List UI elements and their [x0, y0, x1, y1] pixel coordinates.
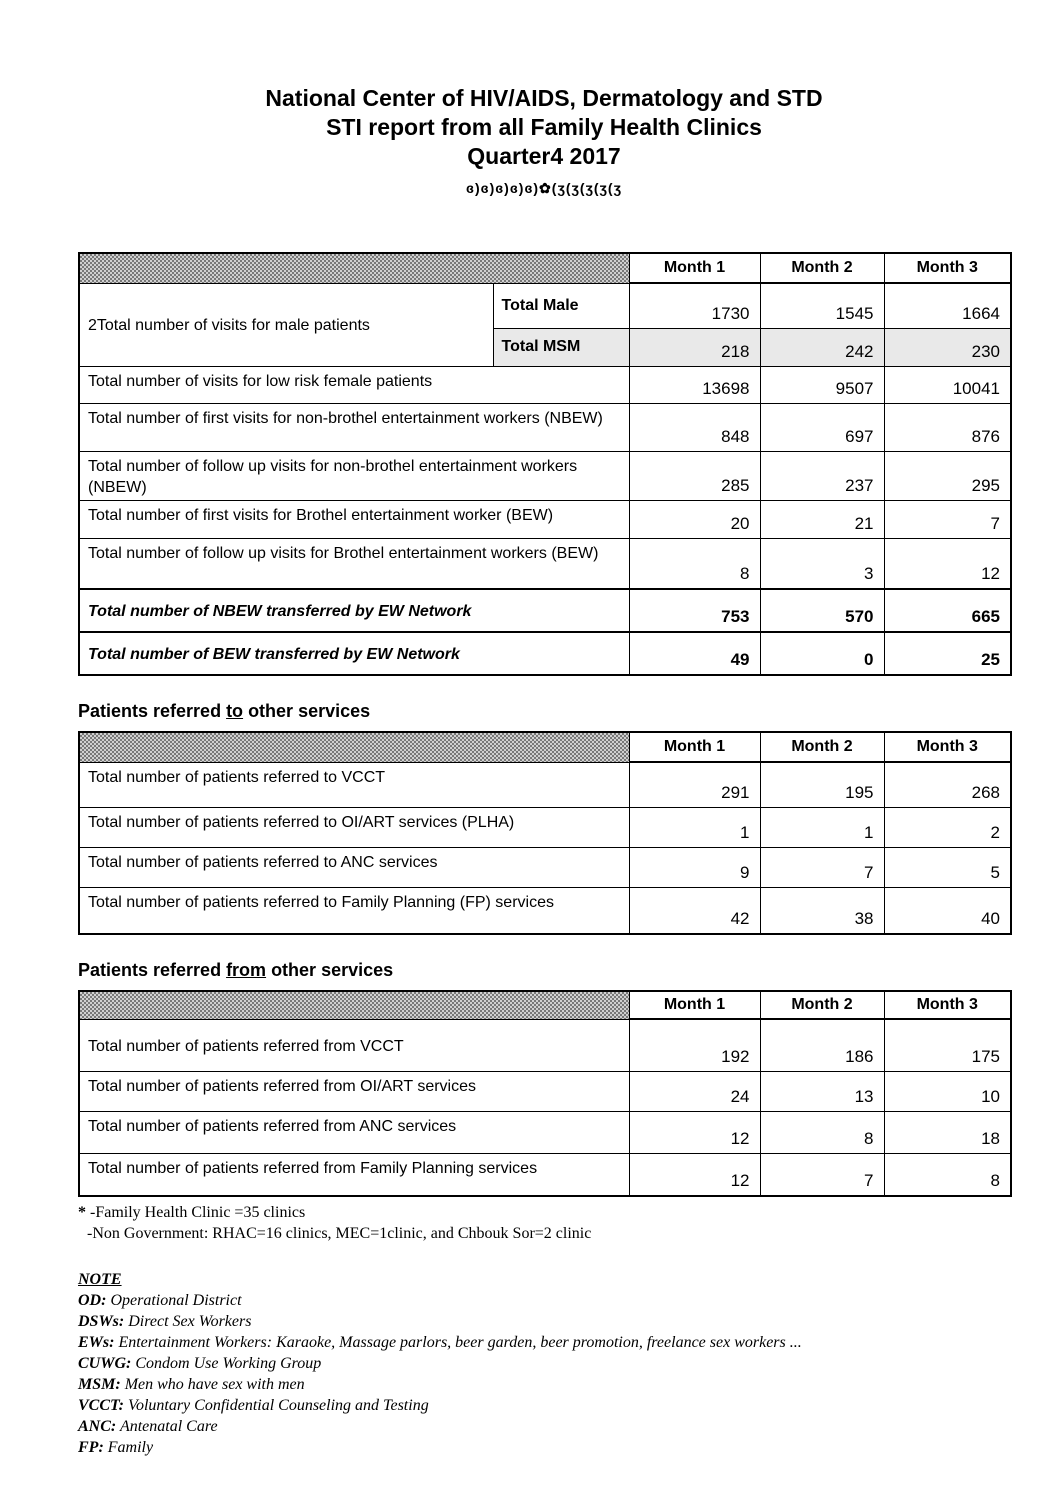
note-abbr: OD:: [78, 1292, 107, 1309]
month-3-header: Month 3: [884, 732, 1011, 762]
value-cell: 697: [760, 403, 884, 451]
note-heading: NOTE: [78, 1271, 122, 1288]
value-cell: 7: [760, 847, 884, 887]
value-cell: 237: [760, 451, 884, 500]
row-label: Total number of patients referred from VCCT: [79, 1019, 629, 1071]
note-text: Direct Sex Workers: [128, 1313, 252, 1330]
value-cell: 285: [629, 451, 760, 500]
value-cell: 848: [629, 403, 760, 451]
heading-underlined-word: from: [226, 960, 267, 980]
table-header-row: [79, 253, 1011, 283]
value-cell: 1664: [884, 283, 1011, 328]
table-row: [79, 762, 1011, 807]
note-abbr: DSWs:: [78, 1313, 125, 1330]
note-text: Antenatal Care: [119, 1418, 218, 1435]
value-cell: 9: [629, 847, 760, 887]
report-title-line-3: Quarter4 2017: [467, 143, 621, 169]
report-title-line-2: STI report from all Family Health Clinics: [326, 114, 762, 140]
value-cell: 7: [884, 500, 1011, 538]
value-cell: 12: [629, 1153, 760, 1196]
value-cell: 9507: [760, 366, 884, 403]
note-abbr: FP:: [78, 1439, 104, 1456]
row-label: Total number of patients referred to OI/ART services (PLHA): [79, 807, 629, 847]
table-row: [79, 589, 1011, 632]
sub-row-label: Total Male: [493, 283, 629, 328]
row-label: Total number of patients referred from ANC services: [79, 1111, 629, 1153]
value-cell: 21: [760, 500, 884, 538]
row-label: 2Total number of visits for male patients: [79, 283, 493, 366]
value-cell: 1: [629, 807, 760, 847]
note-abbr: MSM:: [78, 1376, 121, 1393]
referred-from-table: [78, 990, 1012, 1197]
heading-prefix: Patients referred: [78, 960, 227, 980]
footnote-line-2: -Non Government: RHAC=16 clinics, MEC=1clinic, and Chbouk Sor=2 clinic: [87, 1225, 592, 1242]
table-row: [79, 500, 1011, 538]
value-cell: 12: [884, 538, 1011, 589]
value-cell: 42: [629, 887, 760, 934]
value-cell: 5: [884, 847, 1011, 887]
referred-to-table: [78, 731, 1012, 935]
value-cell: 291: [629, 762, 760, 807]
month-2-header: Month 2: [760, 253, 884, 283]
row-label: Total number of patients referred to VCCT: [79, 762, 629, 807]
note-item: [78, 1416, 1010, 1437]
row-label: Total number of patients referred from OI/ART services: [79, 1071, 629, 1111]
value-cell: 218: [629, 328, 760, 366]
table-row: [79, 807, 1011, 847]
value-cell: 49: [629, 632, 760, 675]
value-cell: 753: [629, 589, 760, 632]
value-cell: 8: [884, 1153, 1011, 1196]
value-cell: 0: [760, 632, 884, 675]
value-cell: 570: [760, 589, 884, 632]
value-cell: 242: [760, 328, 884, 366]
note-item: [78, 1395, 1010, 1416]
note-abbr: VCCT:: [78, 1397, 124, 1414]
row-label: Total number of first visits for Brothel entertainment worker (BEW): [79, 500, 629, 538]
title-block: [78, 84, 1010, 197]
note-item: [78, 1290, 1010, 1311]
heading-underlined-word: to: [226, 701, 244, 721]
value-cell: 268: [884, 762, 1011, 807]
ornament-divider: ɞ)ɞ)ɞ)ɞ)ɞ)✿(ʒ(ʒ(ʒ(ʒ(ʒ: [466, 180, 622, 196]
header-pattern-cell: [79, 732, 629, 762]
value-cell: 295: [884, 451, 1011, 500]
note-abbr: CUWG:: [78, 1355, 132, 1372]
value-cell: 8: [760, 1111, 884, 1153]
row-label: Total number of follow up visits for Brothel entertainment workers (BEW): [79, 538, 629, 589]
month-1-header: Month 1: [629, 991, 760, 1019]
heading-prefix: Patients referred: [78, 701, 227, 721]
value-cell: 230: [884, 328, 1011, 366]
row-label: Total number of patients referred from Family Planning services: [79, 1153, 629, 1196]
month-1-header: Month 1: [629, 253, 760, 283]
value-cell: 13: [760, 1071, 884, 1111]
note-text: Voluntary Confidential Counseling and Testing: [127, 1397, 429, 1414]
value-cell: 12: [629, 1111, 760, 1153]
table-row: [79, 1111, 1011, 1153]
value-cell: 1: [760, 807, 884, 847]
row-label: Total number of visits for low risk female patients: [79, 366, 629, 403]
value-cell: 175: [884, 1019, 1011, 1071]
value-cell: 3: [760, 538, 884, 589]
note-text: Entertainment Workers: Karaoke, Massage parlors, beer garden, beer promotion, freelance sex workers ...: [118, 1334, 802, 1351]
value-cell: 186: [760, 1019, 884, 1071]
visits-table: [78, 252, 1012, 676]
value-cell: 195: [760, 762, 884, 807]
value-cell: 665: [884, 589, 1011, 632]
row-label: Total number of patients referred to Family Planning (FP) services: [79, 887, 629, 934]
table-row: [79, 1071, 1011, 1111]
row-label: Total number of first visits for non-brothel entertainment workers (NBEW): [79, 403, 629, 451]
month-2-header: Month 2: [760, 732, 884, 762]
sub-row-label: Total MSM: [493, 328, 629, 366]
month-2-header: Month 2: [760, 991, 884, 1019]
note-abbr: EWs:: [78, 1334, 115, 1351]
note-text: Men who have sex with men: [124, 1376, 305, 1393]
row-label: Total number of patients referred to ANC services: [79, 847, 629, 887]
footnotes: [78, 1202, 1010, 1244]
table-row: [79, 366, 1011, 403]
value-cell: 10041: [884, 366, 1011, 403]
footnote-line-1: [78, 1202, 1010, 1223]
heading-suffix: other services: [243, 701, 371, 721]
table-header-row: [79, 991, 1011, 1019]
header-pattern-cell: [79, 253, 629, 283]
value-cell: 10: [884, 1071, 1011, 1111]
value-cell: 38: [760, 887, 884, 934]
header-pattern-cell: [79, 991, 629, 1019]
table-row: [79, 887, 1011, 934]
table-row: [79, 283, 1011, 328]
section-heading-referred-from: [78, 960, 1010, 981]
note-text: Condom Use Working Group: [135, 1355, 322, 1372]
note-item: [78, 1374, 1010, 1395]
report-title-line-1: National Center of HIV/AIDS, Dermatology and STD: [265, 85, 823, 111]
table-row: [79, 538, 1011, 589]
value-cell: 2: [884, 807, 1011, 847]
row-label: Total number of follow up visits for non-brothel entertainment workers (NBEW): [79, 451, 629, 500]
table-header-row: [79, 732, 1011, 762]
value-cell: 18: [884, 1111, 1011, 1153]
note-item: [78, 1311, 1010, 1332]
row-label: Total number of NBEW transferred by EW Network: [79, 589, 629, 632]
row-label: Total number of BEW transferred by EW Network: [79, 632, 629, 675]
note-text: Operational District: [110, 1292, 242, 1309]
section-heading-referred-to: [78, 701, 1010, 722]
heading-suffix: other services: [266, 960, 394, 980]
value-cell: 7: [760, 1153, 884, 1196]
note-abbr: ANC:: [78, 1418, 117, 1435]
value-cell: 24: [629, 1071, 760, 1111]
table-row: [79, 403, 1011, 451]
month-3-header: Month 3: [884, 991, 1011, 1019]
note-block: [78, 1269, 1010, 1458]
note-item: [78, 1332, 1010, 1353]
value-cell: 13698: [629, 366, 760, 403]
value-cell: 876: [884, 403, 1011, 451]
footnote-text-1: -Family Health Clinic =35 clinics: [90, 1204, 306, 1221]
note-text: Family: [107, 1439, 154, 1456]
note-item: [78, 1437, 1010, 1458]
value-cell: 1545: [760, 283, 884, 328]
month-3-header: Month 3: [884, 253, 1011, 283]
value-cell: 25: [884, 632, 1011, 675]
table-row: [79, 1019, 1011, 1071]
value-cell: 8: [629, 538, 760, 589]
table-row: [79, 632, 1011, 675]
table-row: [79, 451, 1011, 500]
table-row: [79, 847, 1011, 887]
footnote-asterisk: *: [78, 1204, 86, 1221]
note-item: [78, 1353, 1010, 1374]
value-cell: 20: [629, 500, 760, 538]
table-row: [79, 1153, 1011, 1196]
value-cell: 40: [884, 887, 1011, 934]
value-cell: 192: [629, 1019, 760, 1071]
month-1-header: Month 1: [629, 732, 760, 762]
value-cell: 1730: [629, 283, 760, 328]
